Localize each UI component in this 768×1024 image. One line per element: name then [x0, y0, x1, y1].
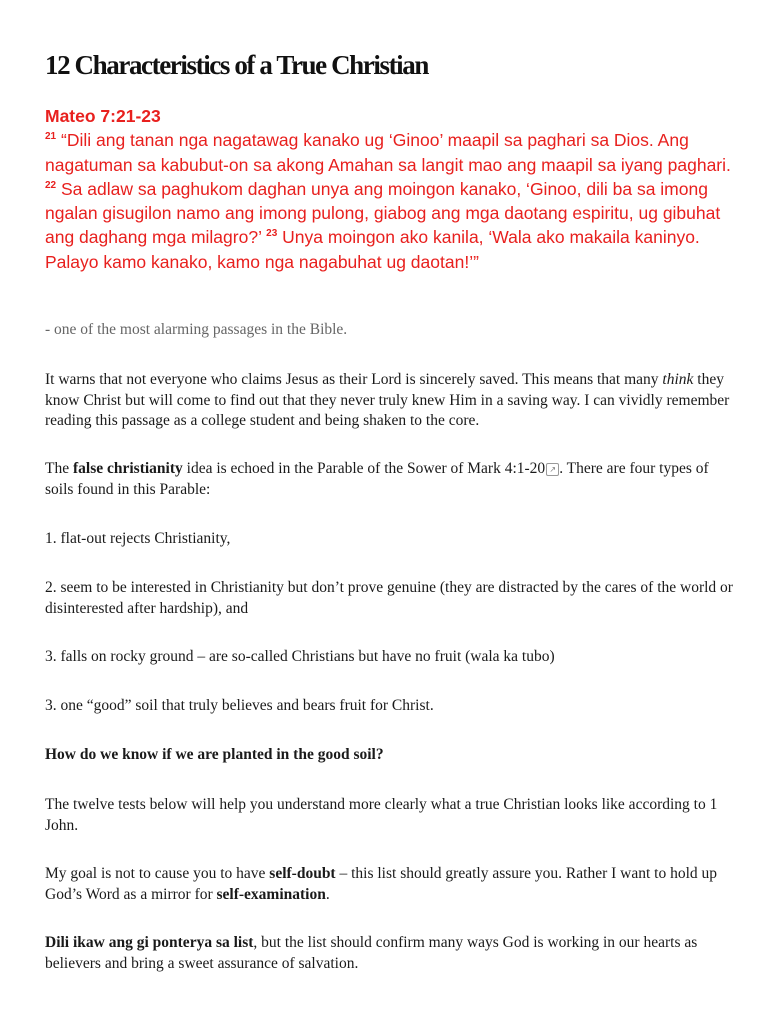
- warning-text-b: they know Christ but will come to find out that they never truly knew Him in a saving way. I can vividly remember reading this passage as a college student and being shaken to the core.: [45, 371, 730, 429]
- verse-block: [45, 104, 735, 274]
- self-examination-bold: self-examination: [216, 885, 326, 903]
- tests-paragraph: The twelve tests below will help you understand more clearly what a true Christian looks like according to 1 John.: [45, 796, 718, 834]
- think-emphasis: think: [662, 371, 694, 388]
- list-item-1: 1. flat-out rejects Christianity,: [45, 530, 231, 547]
- list-item-3: 3. falls on rocky ground – are so-called Christians but have no fruit (wala ka tubo): [45, 648, 555, 665]
- verse-text-23: Unya moingon ako kanila, ‘Wala ako makaila kaninyo. Palayo kamo kanako, kamo nga nagabuhat ug daotan!’”: [45, 227, 700, 272]
- verse-number-23: 23: [266, 228, 278, 240]
- goal-paragraph: [45, 864, 735, 905]
- verse-text-22: Sa adlaw sa paghukom daghan unya ang moingon kanako, ‘Ginoo, dili ba sa imong ngalan gisugilon namo ang imong pulong, giabog ang mga daotang espiritu, ug gibuhat ang daghang mga milagro?’: [45, 178, 721, 248]
- dili-text: , but the list should confirm many ways God is working in our hearts as believers and bring a sweet assurance of salvation.: [45, 934, 698, 972]
- list-item-4: 3. one “good” soil that truly believes and bears fruit for Christ.: [45, 697, 434, 714]
- dili-paragraph: [45, 933, 735, 974]
- list-item-2: 2. seem to be interested in Christianity but don’t prove genuine (they are distracted by the cares of the world or disinterested after hardship), and: [45, 579, 733, 617]
- false-text-b: idea is echoed in the Parable of the Sower of Mark 4:1-20: [182, 460, 546, 477]
- question-heading: How do we know if we are planted in the good soil?: [45, 746, 384, 763]
- verse-reference: Mateo 7:21-23: [45, 106, 161, 126]
- false-christianity-paragraph: [45, 459, 735, 500]
- reference-link-icon[interactable]: ↗: [546, 463, 559, 476]
- false-text-a: The: [45, 460, 73, 477]
- goal-text-c: – this list should greatly assure you. Rather I want to hold up God’s Word as a mirror for: [45, 865, 718, 903]
- verse-number-21: 21: [45, 131, 57, 143]
- false-christianity-bold: false christianity: [72, 460, 183, 477]
- verse-number-22: 22: [45, 180, 57, 192]
- warning-text-a: It warns that not everyone who claims Jesus as their Lord is sincerely saved. This means that many: [45, 371, 663, 388]
- false-text-c: . There are four types of soils found in this Parable:: [45, 460, 709, 498]
- goal-text-a: My goal is not to cause you to have: [45, 865, 270, 882]
- dili-bold: Dili ikaw ang gi ponterya sa list: [45, 934, 254, 951]
- goal-text-d: .: [325, 885, 330, 903]
- self-doubt-bold: self-doubt: [269, 865, 336, 882]
- intro-paragraph: - one of the most alarming passages in the Bible.: [45, 321, 348, 338]
- warning-paragraph: [45, 370, 735, 432]
- verse-text-21: “Dili ang tanan nga nagatawag kanako ug ‘Ginoo’ maapil sa paghari sa Dios. Ang nagatuman sa kabubut-on sa akong Amahan sa langit mao ang maapil sa iyang paghari.: [45, 130, 731, 175]
- document-title: 12 Characteristics of a True Christian: [45, 50, 428, 80]
